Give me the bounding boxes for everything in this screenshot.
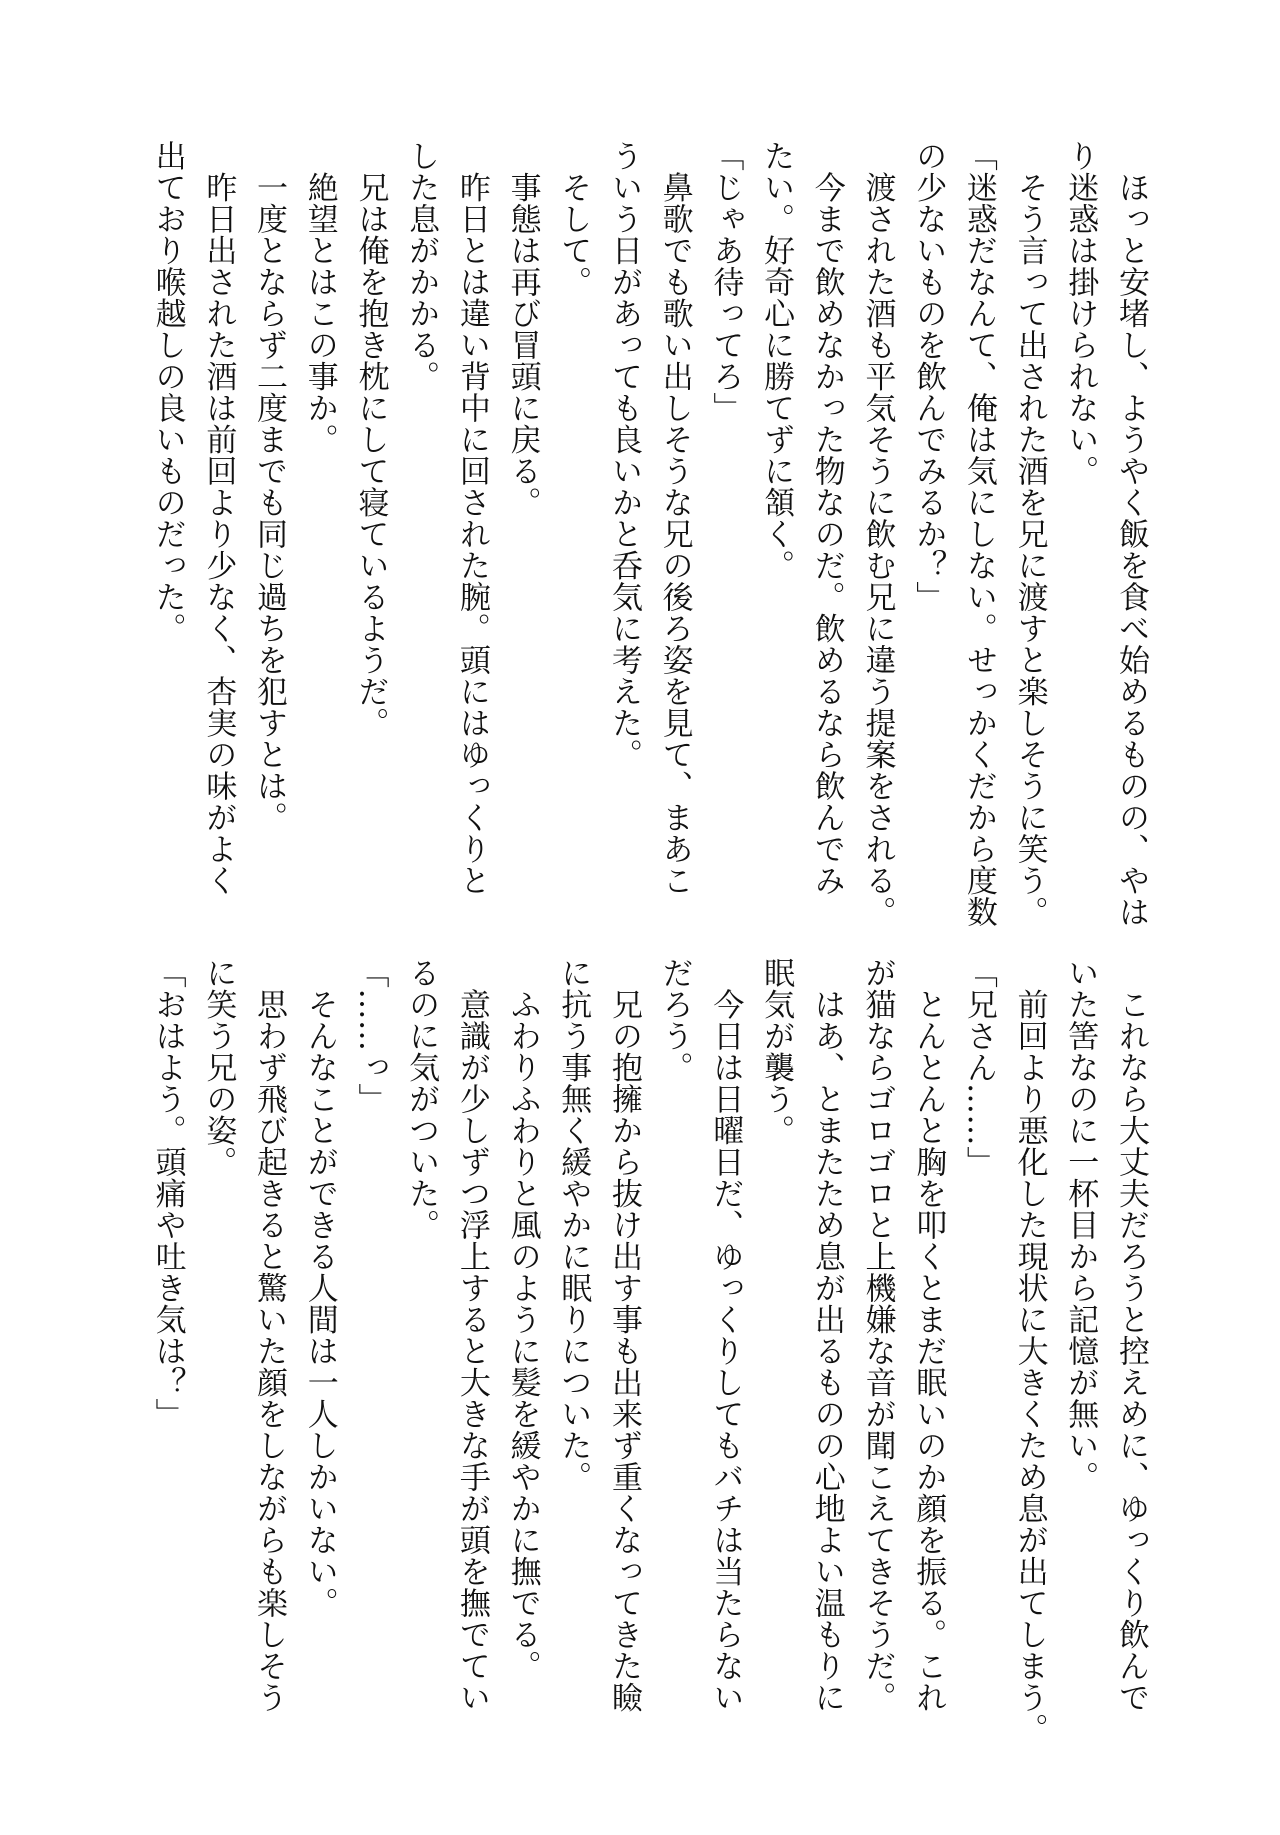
text-line: はあ、とまたため息が出るものの心地よい温もりに (808, 957, 845, 1713)
text-line: 意識が少しずつ浮上すると大きな手が頭を撫でてい (453, 957, 490, 1713)
text-line: これなら大丈夫だろうと控えめに、ゆっくり飲んで (1113, 957, 1149, 1713)
text-line: 思わず飛び起きると驚いた顔をしながらも楽しそう (251, 957, 288, 1713)
text-line: に笑う兄の姿。 (200, 957, 237, 1178)
text-line: 渡された酒も平気そうに飲む兄に違う提案をされる。 (859, 140, 896, 928)
upper-text-block (142, 140, 1156, 928)
text-line: 「おはよう。頭痛や吐き気は？」 (149, 957, 186, 1430)
text-line: 眠気が襲う。 (758, 957, 795, 1146)
text-line: 昨日出された酒は前回より少なく、杏実の味がよく (200, 140, 237, 896)
text-line: 鼻歌でも歌い出しそうな兄の後ろ姿を見て、まあこ (656, 140, 693, 896)
text-line: ふわりふわりと風のように髪を緩やかに撫でる。 (504, 957, 541, 1682)
text-line: の少ないものを飲んでみるか？」 (910, 140, 947, 613)
text-line: そして。 (555, 140, 592, 298)
text-line: そう言って出された酒を兄に渡すと楽しそうに笑う。 (1011, 140, 1048, 928)
text-line: だろう。 (656, 957, 693, 1083)
text-line: ほっと安堵し、ようやく飯を食べ始めるものの、やは (1113, 140, 1149, 928)
text-line: たい。好奇心に勝てずに頷く。 (758, 140, 795, 581)
text-line: いた筈なのに一杯目から記憶が無い。 (1062, 957, 1099, 1493)
text-line: ういう日があっても良いかと呑気に考えた。 (605, 140, 642, 770)
text-line: 「迷惑だなんて、俺は気にしない。せっかくだから度数 (960, 140, 997, 928)
text-line: 絶望とはこの事か。 (301, 140, 338, 455)
text-line: に抗う事無く緩やかに眠りについた。 (555, 957, 592, 1493)
text-line: が猫ならゴロゴロと上機嫌な音が聞こえてきそうだ。 (859, 957, 896, 1713)
text-line: 今まで飲めなかった物なのだ。飲めるなら飲んでみ (808, 140, 845, 896)
text-line: 昨日とは違い背中に回された腕。頭にはゆっくりと (453, 140, 490, 896)
text-line: 今日は日曜日だ、ゆっくりしてもバチは当たらない (707, 957, 744, 1713)
text-line: 「……っ」 (352, 957, 389, 1115)
text-line: した息がかかる。 (403, 140, 440, 392)
text-line: 前回より悪化した現状に大きくため息が出てしまう。 (1011, 957, 1048, 1745)
text-line: 事態は再び冒頭に戻る。 (504, 140, 541, 518)
text-line: 「兄さん……」 (960, 957, 997, 1178)
lower-text-block (142, 957, 1156, 1745)
text-line: 兄の抱擁から抜け出す事も出来ず重くなってきた瞼 (605, 957, 642, 1713)
text-line: 「じゃあ待ってろ」 (707, 140, 744, 424)
text-line: 兄は俺を抱き枕にして寝ているようだ。 (352, 140, 389, 739)
text-line: とんとんと胸を叩くとまだ眠いのか顔を振る。これ (910, 957, 947, 1713)
text-line: 出ており喉越しの良いものだった。 (149, 140, 186, 644)
text-line: 一度とならず二度までも同じ過ちを犯すとは。 (251, 140, 288, 833)
text-line: そんなことができる人間は一人しかいない。 (301, 957, 338, 1619)
text-line: り迷惑は掛けられない。 (1062, 140, 1099, 487)
text-line: るのに気がついた。 (403, 957, 440, 1241)
